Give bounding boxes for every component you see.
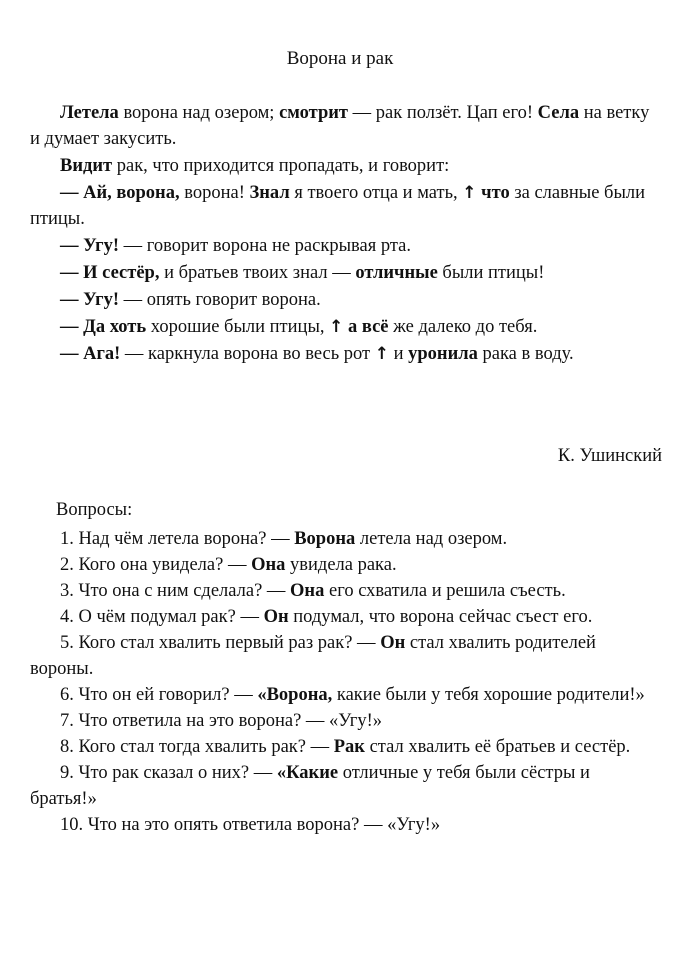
text-run: 10. Что на это опять ответила ворона? — «Угу!»: [60, 815, 441, 835]
bold-text: отличные: [355, 263, 438, 283]
bold-text: Видит: [60, 156, 113, 176]
text-run: подумал, что ворона сейчас съест его.: [288, 607, 593, 627]
question-item: [30, 552, 660, 578]
text-run: 4. О чём подумал рак? —: [60, 607, 264, 627]
question-item: [30, 630, 660, 682]
bold-text: Он: [263, 607, 289, 627]
bold-text: Села: [537, 103, 580, 123]
story-title: Ворона и рак: [286, 48, 394, 69]
text-run: стал хвалить родителей вороны.: [30, 633, 596, 679]
pause-arrow-icon: ↑: [374, 344, 389, 364]
question-item: [30, 812, 660, 838]
text-run: на ветку и думает закусить.: [30, 103, 650, 149]
text-run: 3. Что она с ним сделала? —: [60, 581, 291, 601]
text-run: 5. Кого стал хвалить первый раз рак? —: [60, 633, 381, 653]
text-run: рак, что приходится пропадать, и говорит:: [112, 156, 450, 176]
text-run: его схватила и решила съесть.: [324, 581, 566, 601]
text-run: 8. Кого стал тогда хвалить рак? —: [60, 737, 334, 757]
text-run: — рак ползёт. Цап его!: [348, 103, 538, 123]
text-run: 9. Что рак сказал о них? —: [60, 763, 277, 783]
bold-text: — И сестёр,: [60, 263, 160, 283]
text-run: 7. Что ответила на это ворона? — «Угу!»: [60, 711, 383, 731]
question-item: [30, 578, 660, 604]
story-paragraph: [30, 100, 660, 152]
question-item: [30, 526, 660, 552]
story-paragraph: [30, 260, 660, 286]
text-run: летела над озером.: [355, 529, 508, 549]
text-run: за славные были птицы.: [30, 183, 646, 229]
story-paragraph: [30, 314, 660, 340]
text-run: — говорит ворона не раскрывая рта.: [119, 236, 412, 256]
bold-text: — Угу!: [60, 290, 119, 310]
text-run: — опять говорит ворона.: [119, 290, 321, 310]
bold-text: — Ага!: [60, 344, 121, 364]
text-run: я твоего отца и мать,: [289, 183, 463, 203]
bold-text: смотрит: [279, 103, 349, 123]
text-run: какие были у тебя хорошие родители!»: [332, 685, 645, 705]
question-item: [30, 708, 660, 734]
text-run: 2. Кого она увидела? —: [60, 555, 252, 575]
text-run: стал хвалить её братьев и сестёр.: [364, 737, 631, 757]
text-run: отличные у тебя были сёстры и братья!»: [30, 763, 590, 809]
story-paragraph: [30, 233, 660, 259]
bold-text: Рак: [333, 737, 365, 757]
question-item: [30, 760, 660, 812]
story-paragraph: [30, 153, 660, 179]
bold-text: — Угу!: [60, 236, 119, 256]
bold-text: Она: [251, 555, 286, 575]
text-run: же далеко до тебя.: [388, 317, 538, 337]
text-run: ворона!: [179, 183, 250, 203]
text-run: 1. Над чём летела ворона? —: [60, 529, 295, 549]
bold-text: а всё: [348, 317, 389, 337]
bold-text: Ворона: [294, 529, 356, 549]
story-paragraph: [30, 287, 660, 313]
text-run: — каркнула ворона во весь рот: [120, 344, 375, 364]
story-paragraph: [30, 341, 660, 367]
bold-text: «Ворона,: [257, 685, 333, 705]
bold-text: Он: [380, 633, 406, 653]
text-run: ворона над озером;: [118, 103, 280, 123]
text-run: 6. Что он ей говорил? —: [60, 685, 258, 705]
bold-text: что: [481, 183, 510, 203]
text-run: и братьев твоих знал —: [159, 263, 356, 283]
question-item: [30, 682, 660, 708]
text-run: были птицы!: [437, 263, 545, 283]
bold-text: уронила: [408, 344, 478, 364]
author-signature: К. Ушинский: [557, 446, 662, 466]
bold-text: — Ай, ворона,: [60, 183, 180, 203]
question-item: [30, 734, 660, 760]
text-run: рака в воду.: [477, 344, 574, 364]
bold-text: «Какие: [276, 763, 339, 783]
story-text: [30, 100, 660, 367]
bold-text: Летела: [60, 103, 119, 123]
bold-text: — Да хоть: [60, 317, 147, 337]
pause-arrow-icon: ↑: [462, 183, 477, 203]
text-run: хорошие были птицы,: [146, 317, 330, 337]
story-paragraph: [30, 180, 660, 232]
bold-text: Она: [290, 581, 325, 601]
questions-list: [30, 526, 660, 838]
text-run: увидела рака.: [285, 555, 397, 575]
pause-arrow-icon: ↑: [329, 317, 344, 337]
questions-heading: Вопросы:: [56, 500, 133, 520]
bold-text: Знал: [249, 183, 290, 203]
text-run: и: [388, 344, 409, 364]
question-item: [30, 604, 660, 630]
